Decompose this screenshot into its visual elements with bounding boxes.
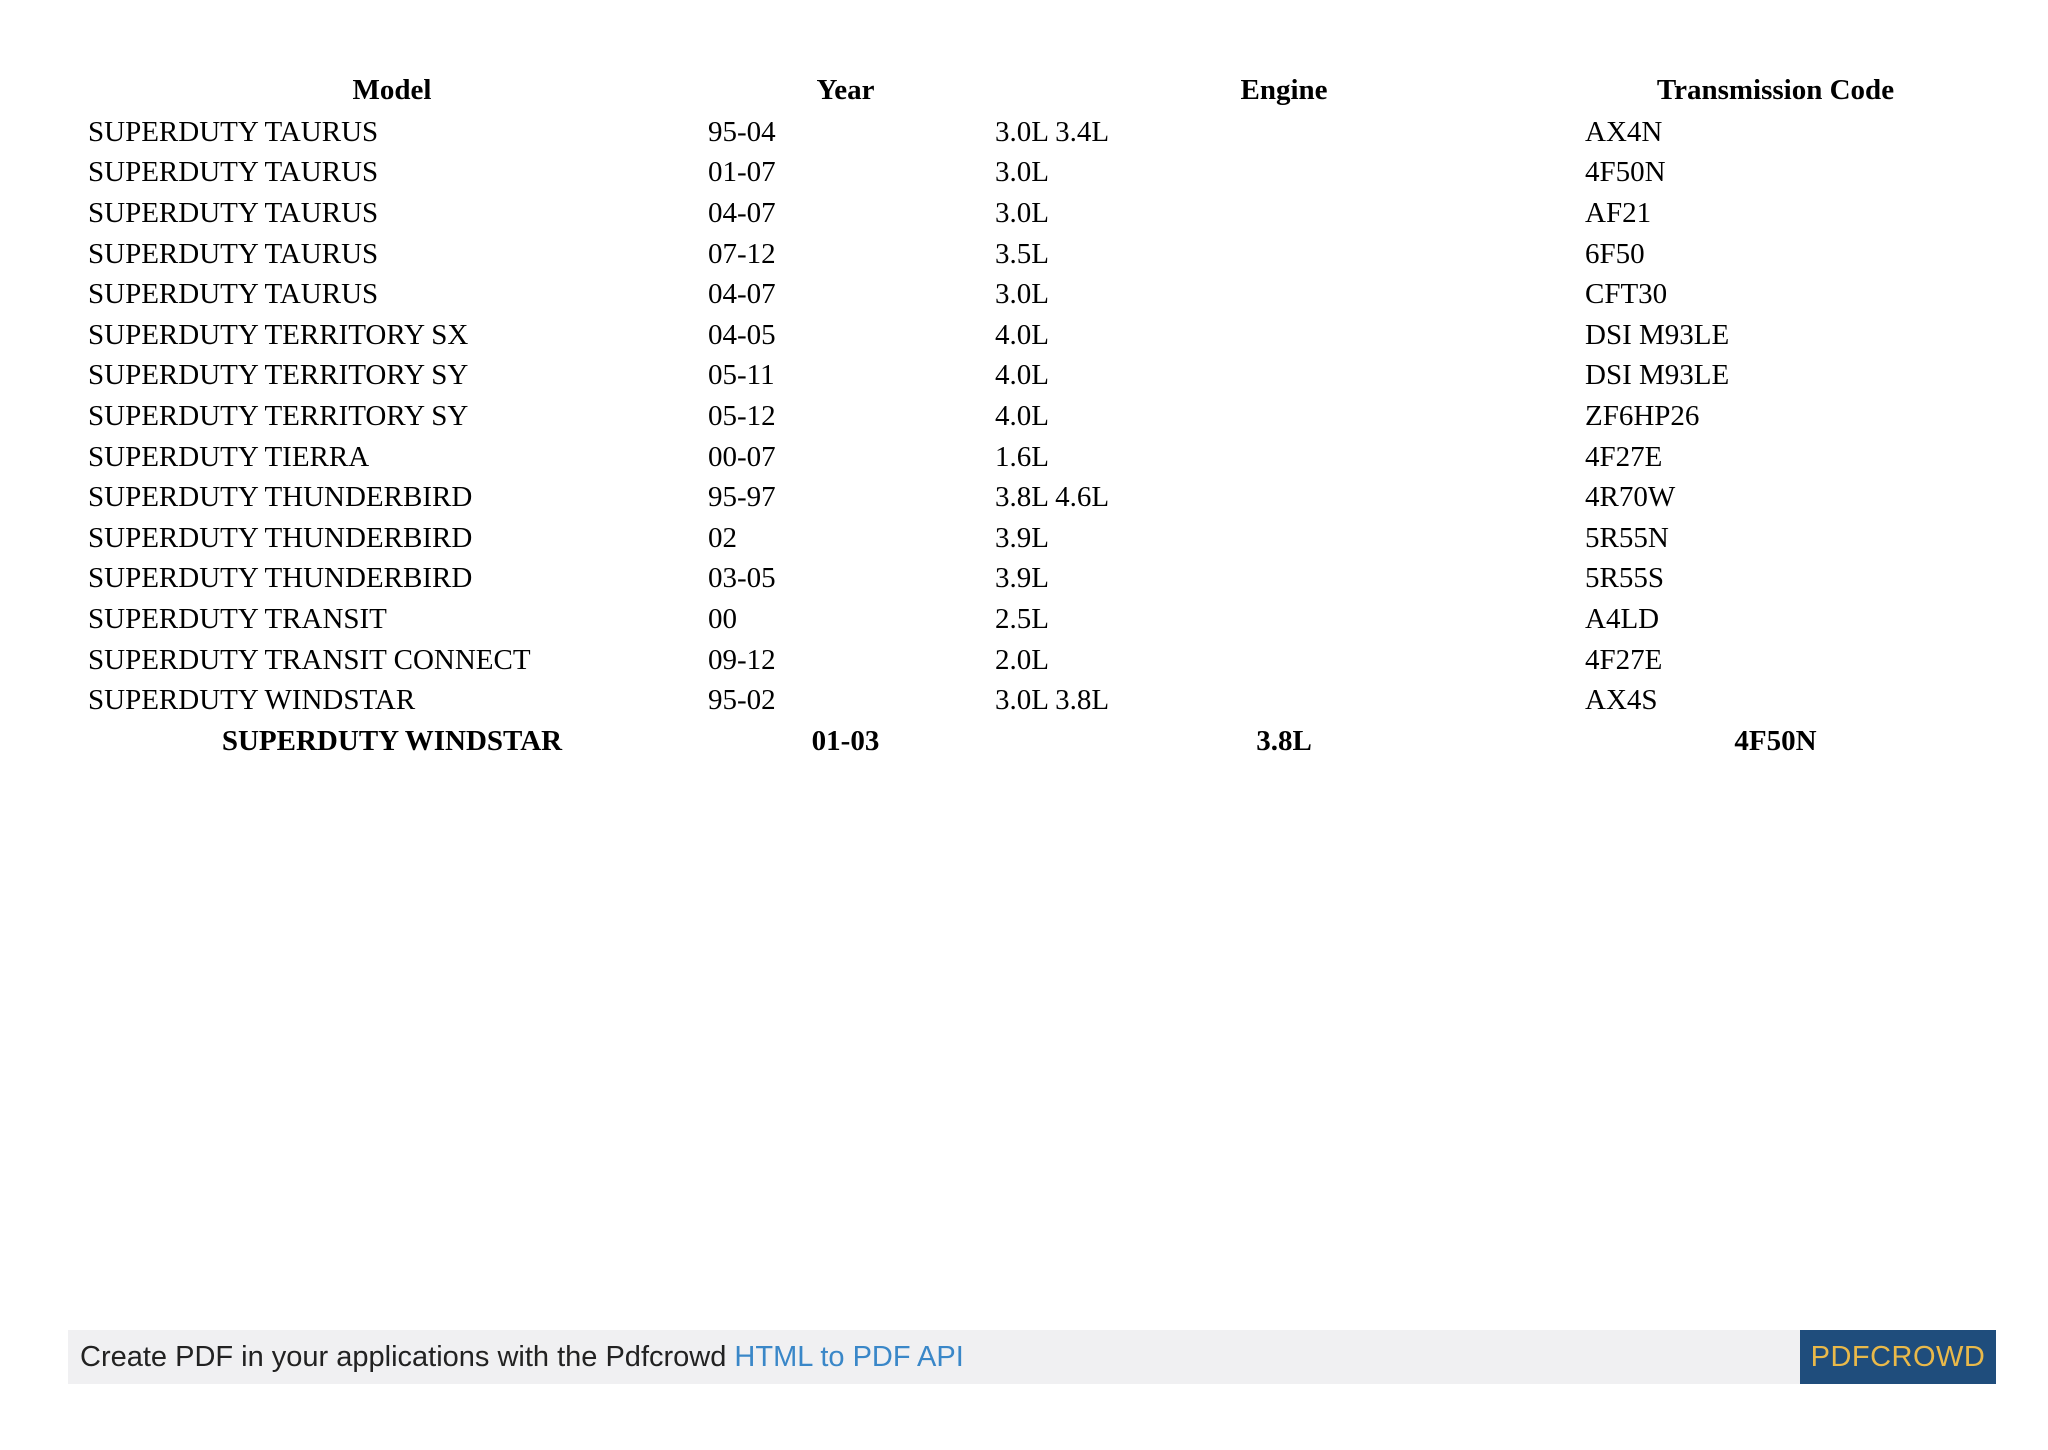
cell-model: SUPERDUTY TERRITORY SX	[88, 318, 469, 351]
footer-text: Create PDF in your applications with the Pdfcrowd	[80, 1341, 735, 1373]
header-year: Year	[816, 73, 875, 106]
cell-model: SUPERDUTY TAURUS	[88, 237, 379, 270]
cell-engine: 4.0L	[995, 318, 1049, 351]
cell-year: 05-11	[708, 359, 775, 392]
cell-engine: 4.0L	[995, 359, 1049, 392]
cell-transmission: CFT30	[1585, 278, 1668, 311]
cell-engine: 3.0L	[995, 278, 1049, 311]
cell-engine: 3.0L	[995, 196, 1049, 229]
cell-transmission: DSI M93LE	[1585, 318, 1730, 351]
table-row	[82, 599, 1972, 640]
cell-engine: 3.0L 3.4L	[995, 115, 1110, 148]
cell-model: SUPERDUTY TAURUS	[88, 115, 379, 148]
cell-engine: 2.0L	[995, 643, 1049, 676]
cell-engine: 3.8L	[1256, 724, 1312, 757]
table-row	[82, 680, 1972, 721]
cell-transmission: 4F27E	[1585, 643, 1663, 676]
table-row-bold	[82, 721, 1972, 762]
cell-model: SUPERDUTY TERRITORY SY	[88, 399, 469, 432]
cell-year: 07-12	[708, 237, 776, 270]
cell-year: 95-02	[708, 684, 776, 717]
table-header-row	[82, 68, 1972, 112]
cell-model: SUPERDUTY THUNDERBIRD	[88, 521, 473, 554]
table-row	[82, 640, 1972, 681]
cell-year: 03-05	[708, 562, 776, 595]
cell-year: 00	[708, 602, 737, 635]
header-transmission-code: Transmission Code	[1656, 73, 1895, 106]
cell-year: 00-07	[708, 440, 776, 473]
cell-model: SUPERDUTY THUNDERBIRD	[88, 562, 473, 595]
cell-model: SUPERDUTY WINDSTAR	[88, 684, 416, 717]
table-row	[82, 274, 1972, 315]
cell-model: SUPERDUTY TRANSIT CONNECT	[88, 643, 531, 676]
cell-year: 09-12	[708, 643, 776, 676]
cell-transmission: AX4N	[1585, 115, 1663, 148]
pdfcrowd-footer-banner	[68, 1330, 1996, 1384]
pdfcrowd-logo-button[interactable]: PDFCROWD	[1800, 1330, 1996, 1384]
cell-transmission: 4F27E	[1585, 440, 1663, 473]
cell-transmission: A4LD	[1585, 602, 1660, 635]
cell-engine: 3.0L 3.8L	[995, 684, 1110, 717]
table-row	[82, 153, 1972, 194]
table-row	[82, 559, 1972, 600]
cell-transmission: AX4S	[1585, 684, 1658, 717]
cell-transmission: AF21	[1585, 196, 1652, 229]
cell-engine: 3.8L 4.6L	[995, 481, 1110, 514]
cell-engine: 1.6L	[995, 440, 1049, 473]
cell-model: SUPERDUTY TERRITORY SY	[88, 359, 469, 392]
cell-transmission: DSI M93LE	[1585, 359, 1730, 392]
transmission-table	[82, 68, 1972, 762]
cell-year: 01-07	[708, 156, 776, 189]
cell-engine: 4.0L	[995, 399, 1049, 432]
cell-year: 95-04	[708, 115, 776, 148]
cell-year: 04-07	[708, 278, 776, 311]
header-model: Model	[352, 73, 432, 106]
table-row	[82, 477, 1972, 518]
cell-model: SUPERDUTY WINDSTAR	[221, 724, 563, 757]
cell-model: SUPERDUTY TAURUS	[88, 196, 379, 229]
cell-model: SUPERDUTY THUNDERBIRD	[88, 481, 473, 514]
html-to-pdf-api-link[interactable]: HTML to PDF API	[734, 1341, 964, 1373]
cell-engine: 3.9L	[995, 562, 1049, 595]
cell-transmission: 5R55S	[1585, 562, 1664, 595]
cell-year: 01-03	[811, 724, 880, 757]
table-row	[82, 396, 1972, 437]
cell-year: 02	[708, 521, 737, 554]
header-engine: Engine	[1240, 73, 1328, 106]
cell-transmission: 4F50N	[1734, 724, 1817, 757]
cell-transmission: 4F50N	[1585, 156, 1666, 189]
cell-transmission: 5R55N	[1585, 521, 1669, 554]
table-row	[82, 112, 1972, 153]
cell-model: SUPERDUTY TRANSIT	[88, 602, 387, 635]
table-row	[82, 518, 1972, 559]
cell-transmission: ZF6HP26	[1585, 399, 1700, 432]
cell-engine: 3.0L	[995, 156, 1049, 189]
table-row	[82, 315, 1972, 356]
cell-year: 95-97	[708, 481, 776, 514]
cell-year: 04-07	[708, 196, 776, 229]
table-row	[82, 437, 1972, 478]
footer-message	[80, 1330, 964, 1384]
table-row	[82, 356, 1972, 397]
table-row	[82, 193, 1972, 234]
cell-year: 05-12	[708, 399, 776, 432]
cell-model: SUPERDUTY TIERRA	[88, 440, 370, 473]
cell-year: 04-05	[708, 318, 776, 351]
cell-engine: 3.5L	[995, 237, 1049, 270]
table-row	[82, 234, 1972, 275]
cell-engine: 2.5L	[995, 602, 1049, 635]
cell-model: SUPERDUTY TAURUS	[88, 156, 379, 189]
cell-transmission: 6F50	[1585, 237, 1645, 270]
cell-transmission: 4R70W	[1585, 481, 1676, 514]
cell-engine: 3.9L	[995, 521, 1049, 554]
cell-model: SUPERDUTY TAURUS	[88, 278, 379, 311]
